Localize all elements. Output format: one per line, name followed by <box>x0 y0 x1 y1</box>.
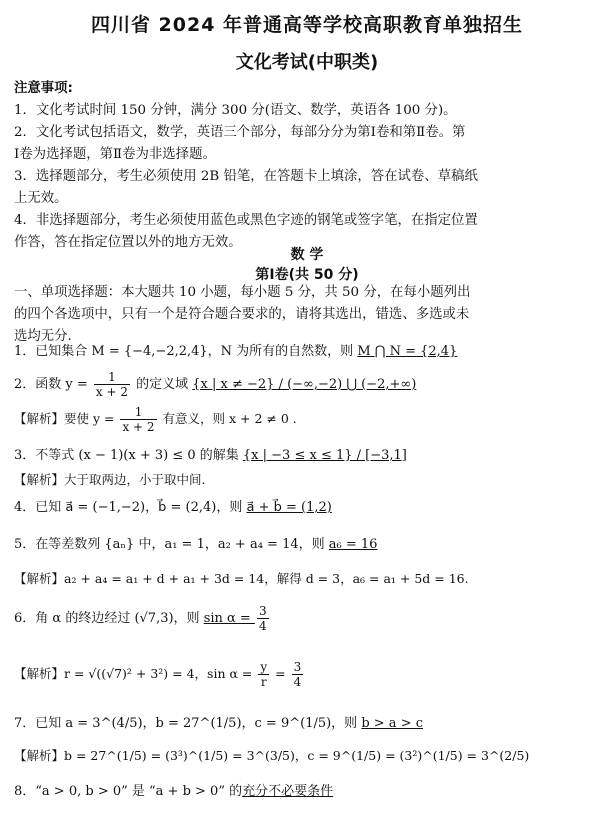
analysis-text: 【解析】r = √((√7)² + 3²) = 4，sin α = <box>14 666 257 681</box>
answer: b > a > c <box>361 716 423 731</box>
answer: a⃗ + b⃗ = (1,2) <box>246 500 332 515</box>
question-text: 3．不等式 (x − 1)(x + 3) ≤ 0 的解集 <box>14 448 243 463</box>
notice-line: 1．文化考试时间 150 分钟，满分 300 分(语文、数学，英语各 100 分)。 <box>14 103 457 118</box>
analysis-5: 【解析】a₂ + a₄ = a₁ + d + a₁ + 3d = 14，解得 d = 3，a₆ = a₁ + 5d = 16. <box>14 571 469 586</box>
analysis-6 <box>14 660 305 689</box>
question-text: 6．角 α 的终边经过 (√7,3)，则 <box>14 611 204 626</box>
exam-subtitle: 文化考试(中职类) <box>235 52 379 73</box>
answer: a₆ = 16 <box>328 537 378 552</box>
question-text: 5．在等差数列 {aₙ} 中，a₁ = 1，a₂ + a₄ = 14，则 <box>14 537 329 552</box>
question-text: 8．“a > 0, b > 0” 是 “a + b > 0” 的 <box>14 784 243 799</box>
volume-heading: 第Ⅰ卷(共 50 分) <box>255 267 359 283</box>
question-text: 1．已知集合 M = {−4,−2,2,4}，N 为所有的自然数，则 <box>14 344 358 359</box>
analysis-text: = <box>271 666 290 681</box>
question-5 <box>14 533 377 552</box>
exam-title: 四川省 2024 年普通高等学校高职教育单独招生 <box>90 14 524 36</box>
fraction-denominator: x + 2 <box>95 385 128 399</box>
analysis-text: 【解析】要使 y = <box>14 411 119 426</box>
fraction-numerator: 1 <box>120 405 156 420</box>
question-text: 4．已知 a⃗ = (−1,−2)，b⃗ = (2,4)，则 <box>14 500 247 515</box>
analysis-3: 【解析】大于取两边，小于取中间. <box>14 472 206 487</box>
question-4 <box>14 496 332 515</box>
notice-line: 3．选择题部分，考生必须使用 2B 铅笔，在答题卡上填涂，答在试卷、草稿纸 <box>14 169 478 184</box>
fraction-denominator: x + 2 <box>122 420 155 434</box>
notice-line: 作答，答在指定位置以外的地方无效。 <box>14 235 242 250</box>
fraction-denominator: 4 <box>258 619 267 633</box>
analysis-text: 有意义，则 x + 2 ≠ 0 . <box>158 411 297 426</box>
fraction <box>120 405 156 434</box>
answer <box>203 604 271 633</box>
notice-block <box>14 78 478 254</box>
fraction <box>258 660 269 689</box>
answer-text: sin α = <box>203 611 255 626</box>
fraction <box>94 370 130 399</box>
fraction-numerator: 3 <box>258 604 267 618</box>
notice-line: 4．非选择题部分，考生必须使用蓝色或黑色字迹的钢笔或签字笔，在指定位置 <box>14 213 478 228</box>
question-1 <box>14 340 457 359</box>
analysis-7: 【解析】b = 27^(1/5) = (3³)^(1/5) = 3^(3/5)，c = 9^(1/5) = (3²)^(1/5) = 3^(2/5) <box>14 748 530 763</box>
answer: 充分不必要条件 <box>242 784 334 799</box>
answer: M ⋂ N = {2,4} <box>357 344 458 359</box>
notice-line: Ⅰ卷为选择题，第Ⅱ卷为非选择题。 <box>14 147 216 162</box>
question-text: 的定义域 <box>132 377 193 392</box>
fraction-numerator: y <box>260 660 268 674</box>
fraction-numerator: 3 <box>293 660 302 674</box>
answer: {x | −3 ≤ x ≤ 1} / [−3,1] <box>242 448 407 463</box>
notice-line: 上无效。 <box>14 191 68 206</box>
question-7 <box>14 712 423 731</box>
intro-line: 的四个各选项中，只有一个是符合题合要求的，请将其选出，错选、多选或未 <box>14 307 470 322</box>
fraction-numerator: 1 <box>94 370 130 385</box>
subject-heading: 数 学 <box>290 247 324 263</box>
fraction-denominator: r <box>260 675 267 689</box>
question-2 <box>14 370 416 399</box>
fraction <box>257 604 269 633</box>
question-text: 7．已知 a = 3^(4/5)，b = 27^(1/5)，c = 9^(1/5)，则 <box>14 716 362 731</box>
question-8 <box>14 780 333 799</box>
fraction-denominator: 4 <box>293 675 302 689</box>
notice-line: 2．文化考试包括语文，数学，英语三个部分，每部分分为第Ⅰ卷和第Ⅱ卷。第 <box>14 125 466 140</box>
question-text: 2．函数 y = <box>14 377 92 392</box>
fraction <box>292 660 304 689</box>
section-intro <box>14 282 470 348</box>
question-3 <box>14 444 407 463</box>
analysis-2 <box>14 405 297 434</box>
answer: {x | x ≠ −2} / (−∞,−2) ⋃ (−2,+∞) <box>192 377 417 392</box>
intro-line: 一、单项选择题：本大题共 10 小题，每小题 5 分，共 50 分，在每小题列出 <box>14 285 471 300</box>
question-6 <box>14 604 271 633</box>
intro-line: 选均无分. <box>14 329 72 344</box>
notice-heading: 注意事项: <box>14 81 73 96</box>
